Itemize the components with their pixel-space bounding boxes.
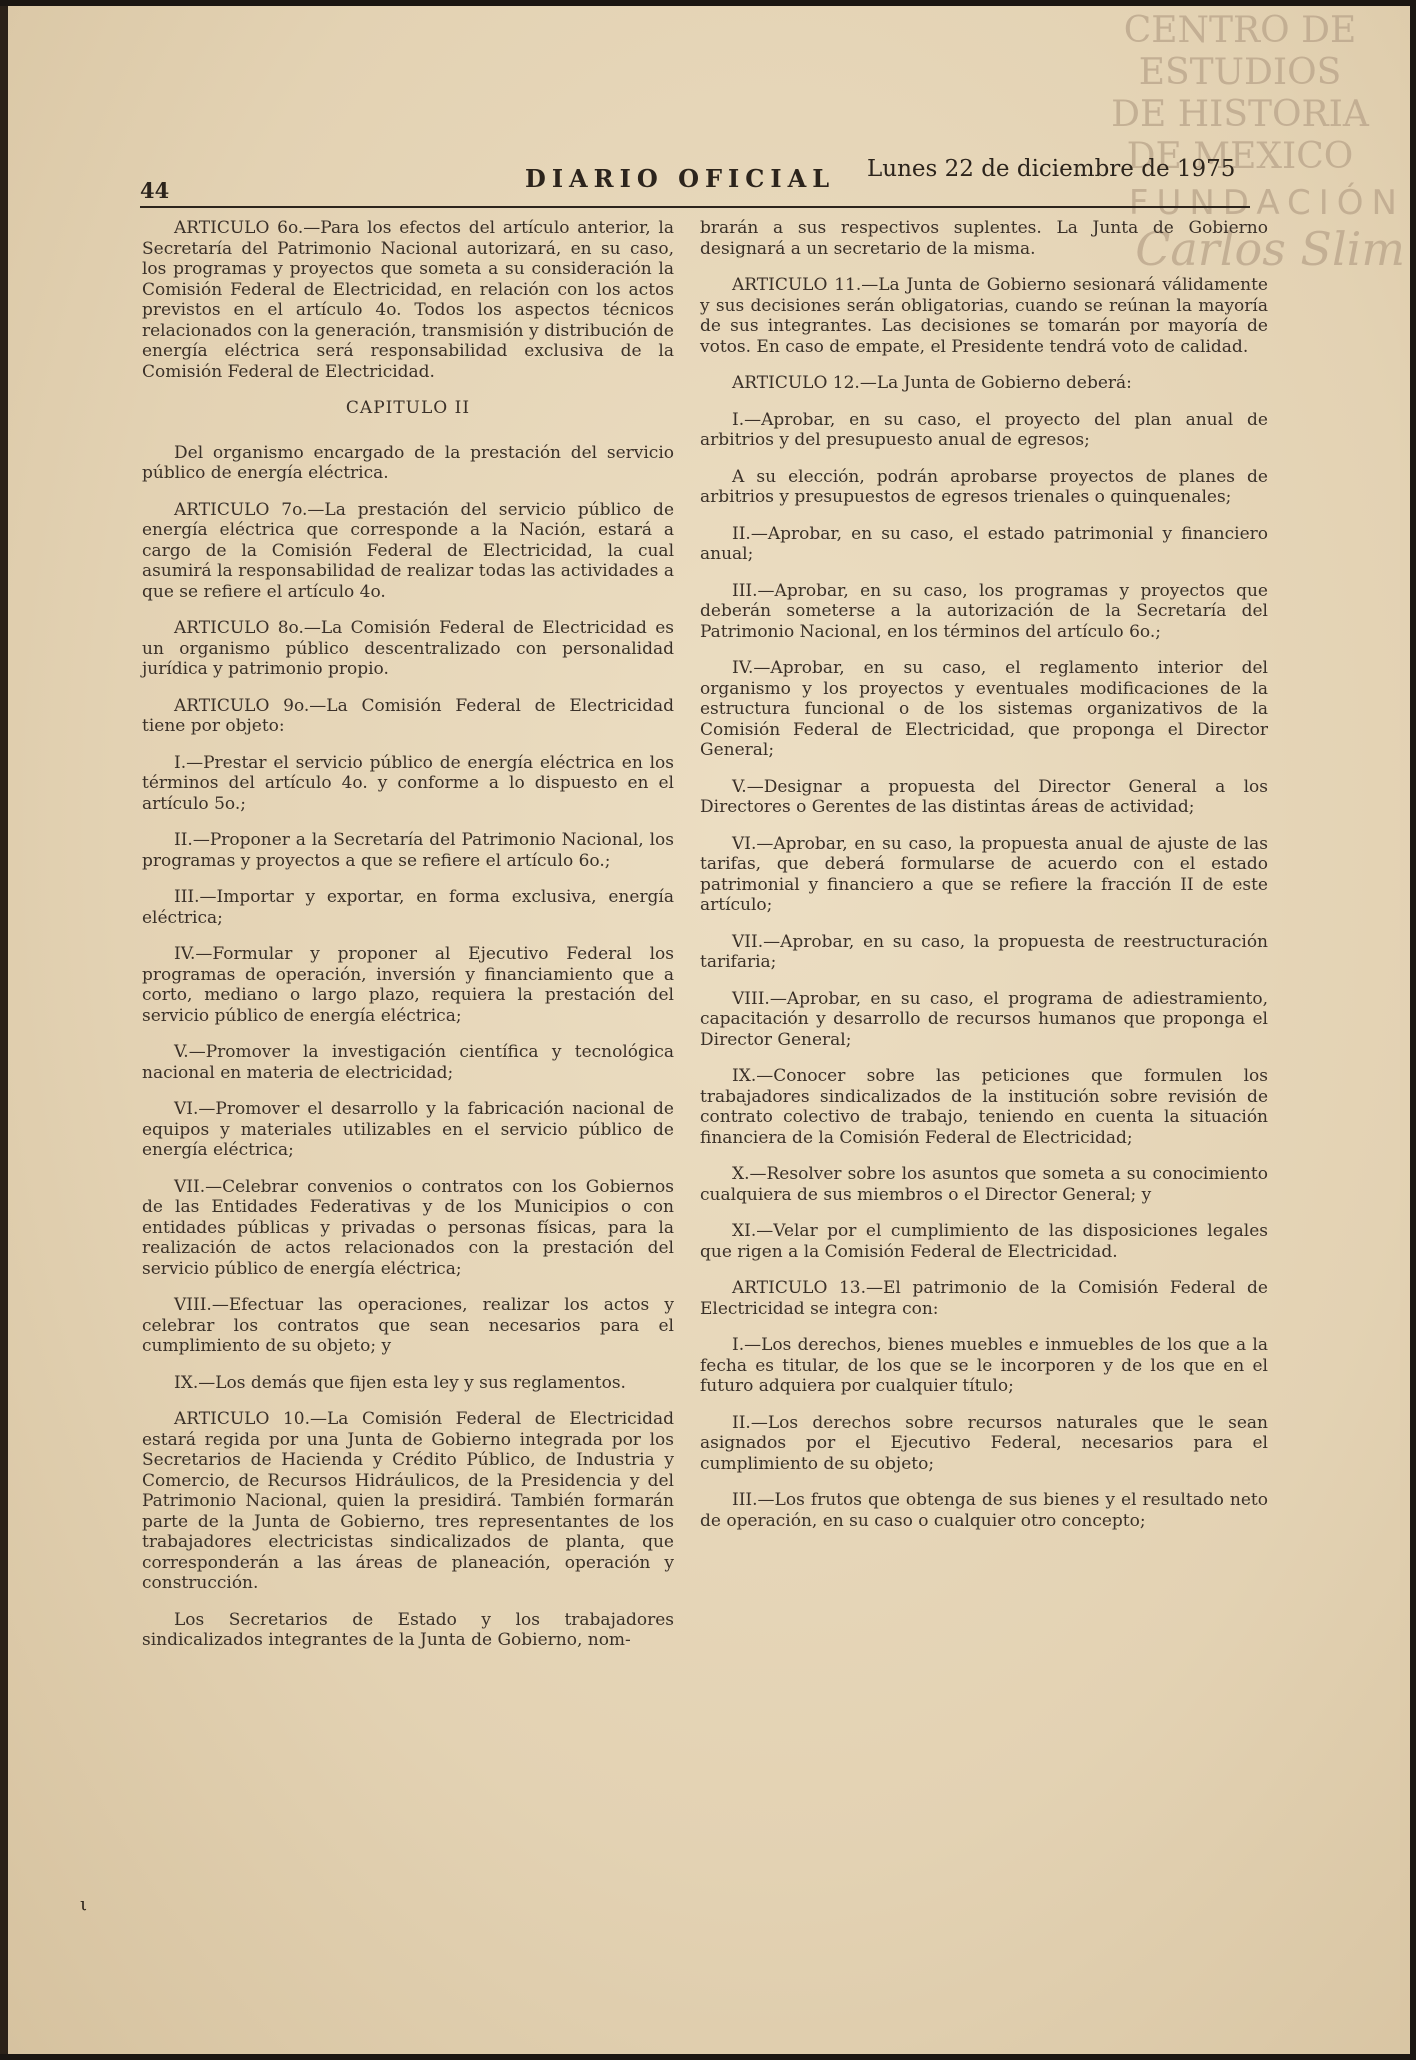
article-6: ARTICULO 6o.—Para los efectos del artículo anterior, la Secretaría del Patrimonio Nacional autorizará, en su caso, los programas y proyectos que someta a su consideración la Comisión Federal de Electricidad, en relación con los actos previstos en el artículo 4o. Todos los aspectos técnicos relacionados con la generación, transmisión y distribución de energía eléctrica será responsabilidad exclusiva de la Comisión Federal de Electricidad. (142, 218, 674, 382)
page-number: 44 (140, 178, 170, 203)
article-12-fraction-9: IX.—Conocer sobre las peticiones que formulen los trabajadores sindicalizados de la institución sobre revisión de contrato colectivo de trabajo, teniendo en cuenta la situación financiera de la Comisión Federal de Electricidad; (700, 1066, 1268, 1148)
issue-date: Lunes 22 de diciembre de 1975 (867, 156, 1236, 182)
newspaper-title: DIARIO OFICIAL (525, 164, 836, 193)
article-12-fraction-1: I.—Aprobar, en su caso, el proyecto del plan anual de arbitrios y del presupuesto anual de egresos; (700, 409, 1268, 450)
watermark-line-4: DE MEXICO (1126, 136, 1354, 177)
page-left-edge (0, 6, 8, 2054)
article-12-fraction-5: V.—Designar a propuesta del Director General a los Directores o Gerentes de las distintas áreas de actividad; (700, 776, 1268, 817)
article-13-fraction-3: III.—Los frutos que obtenga de sus bienes y el resultado neto de operación, en su caso o cualquier otro concepto; (700, 1490, 1268, 1531)
article-12-fraction-6: VI.—Aprobar, en su caso, la propuesta anual de ajuste de las tarifas, que deberá formularse de acuerdo con el estado patrimonial y financiero a que se refiere la fracción II de este artículo; (700, 833, 1268, 915)
watermark-line-1: CENTRO DE (1123, 10, 1357, 51)
article-10-continued: Los Secretarios de Estado y los trabajadores sindicalizados integrantes de la Junta de Gobierno, nom- (142, 1609, 674, 1650)
article-12-fraction-11: XI.—Velar por el cumplimiento de las disposiciones legales que rigen a la Comisión Federal de Electricidad. (700, 1221, 1268, 1262)
article-12: ARTICULO 12.—La Junta de Gobierno deberá: (732, 373, 1132, 393)
right-column (700, 218, 1268, 1547)
watermark-signature: Carlos Slim (1135, 222, 1405, 276)
left-column (142, 218, 674, 1667)
article-13: ARTICULO 13.—El patrimonio de la Comisión Federal de Electricidad se integra con: (700, 1278, 1268, 1319)
article-9-fraction-6: VI.—Promover el desarrollo y la fabricación nacional de equipos y materiales utilizables en el servicio público de energía eléctrica; (142, 1099, 674, 1160)
article-9-fraction-1: I.—Prestar el servicio público de energía eléctrica en los términos del artículo 4o. y conforme a lo dispuesto en el artículo 5o.; (142, 752, 674, 814)
article-9-fraction-8: VIII.—Efectuar las operaciones, realizar los actos y celebrar los contratos que sean necesarios para el cumplimiento de su objeto; y (142, 1295, 674, 1356)
article-9-fraction-5: V.—Promover la investigación científica y tecnológica nacional en materia de electricidad; (142, 1042, 674, 1083)
article-9-fraction-7: VII.—Celebrar convenios o contratos con los Gobiernos de las Entidades Federativas y de los Municipios o con entidades públicas y privadas o personas físicas, para la realización de actos relacionados con la prestación del servicio público de energía eléctrica; (142, 1176, 674, 1279)
article-12-fraction-8: VIII.—Aprobar, en su caso, el programa de adiestramiento, capacitación y desarrollo de recursos humanos que proponga el Director General; (700, 988, 1268, 1050)
article-8: ARTICULO 8o.—La Comisión Federal de Electricidad es un organismo público descentralizado con personalidad jurídica y patrimonio propio. (142, 618, 674, 679)
article-9-fraction-4: IV.—Formular y proponer al Ejecutivo Federal los programas de operación, inversión y financiamiento que a corto, mediano o largo plazo, requiera la prestación del servicio público de energía eléctrica; (142, 944, 674, 1026)
article-13-fraction-1: I.—Los derechos, bienes muebles e inmuebles de los que a la fecha es titular, de los que se le incorporen y de los que en el futuro adquiera por cualquier título; (700, 1335, 1268, 1396)
chapter-heading: CAPITULO II (345, 398, 471, 418)
watermark-line-2: ESTUDIOS (1138, 52, 1342, 93)
header-rule (140, 206, 1250, 208)
article-12-fraction-7: VII.—Aprobar, en su caso, la propuesta de reestructuración tarifaria; (700, 931, 1268, 972)
margin-mark: ι (80, 1894, 88, 1915)
article-12-fraction-3: III.—Aprobar, en su caso, los programas y proyectos que deberán someterse a la autorización de la Secretaría del Patrimonio Nacional, en los términos del artículo 6o.; (700, 580, 1268, 642)
article-7: ARTICULO 7o.—La prestación del servicio público de energía eléctrica que corresponde a la Nación, estará a cargo de la Comisión Federal de Electricidad, la cual asumirá la responsabilidad de realizar todas las actividades a que se refiere el artículo 4o. (142, 499, 674, 602)
article-9-fraction-3: III.—Importar y exportar, en forma exclusiva, energía eléctrica; (142, 887, 674, 928)
chapter-subtitle: Del organismo encargado de la prestación del servicio público de energía eléctrica. (142, 442, 674, 483)
article-11: ARTICULO 11.—La Junta de Gobierno sesionará válidamente y sus decisiones serán obligatorias, cuando se reúnan la mayoría de sus integrantes. Las decisiones se tomarán por mayoría de votos. En caso de empate, el Presidente tendrá voto de calidad. (700, 275, 1268, 357)
watermark-line-3: DE HISTORIA (1111, 94, 1369, 135)
page-header (140, 156, 1240, 208)
article-12-fraction-1-note: A su elección, podrán aprobarse proyectos de planes de arbitrios y presupuestos de egresos trienales o quinquenales; (700, 466, 1268, 507)
article-13-fraction-2: II.—Los derechos sobre recursos naturales que le sean asignados por el Ejecutivo Federal, necesarios para el cumplimiento de su objeto; (700, 1412, 1268, 1474)
article-9-fraction-2: II.—Proponer a la Secretaría del Patrimonio Nacional, los programas y proyectos a que se refiere el artículo 6o.; (142, 830, 674, 871)
article-12-fraction-2: II.—Aprobar, en su caso, el estado patrimonial y financiero anual; (700, 523, 1268, 564)
article-9: ARTICULO 9o.—La Comisión Federal de Electricidad tiene por objeto: (142, 695, 674, 736)
article-10-end: brarán a sus respectivos suplentes. La Junta de Gobierno designará a un secretario de la misma. (700, 218, 1268, 259)
newspaper-page (0, 6, 1410, 2054)
article-12-fraction-4: IV.—Aprobar, en su caso, el reglamento interior del organismo y los proyectos y eventuales modificaciones de la estructura funcional o de los sistemas organizativos de la Comisión Federal de Electricidad, que proponga el Director General; (700, 658, 1268, 760)
watermark-fundacion: FUNDACIÓN (1128, 183, 1405, 223)
article-9-fraction-9: IX.—Los demás que fijen esta ley y sus reglamentos. (174, 1372, 626, 1393)
article-12-fraction-10: X.—Resolver sobre los asuntos que someta a su conocimiento cualquiera de sus miembros o el Director General; y (700, 1164, 1268, 1205)
article-10: ARTICULO 10.—La Comisión Federal de Electricidad estará regida por una Junta de Gobierno integrada por los Secretarios de Hacienda y Crédito Público, de Industria y Comercio, de Recursos Hidráulicos, de la Presidencia y del Patrimonio Nacional, quien la presidirá. También formarán parte de la Junta de Gobierno, tres representantes de los trabajadores electricistas sindicalizados de planta, que corresponderán a las áreas de planeación, operación y construcción. (142, 1409, 674, 1593)
